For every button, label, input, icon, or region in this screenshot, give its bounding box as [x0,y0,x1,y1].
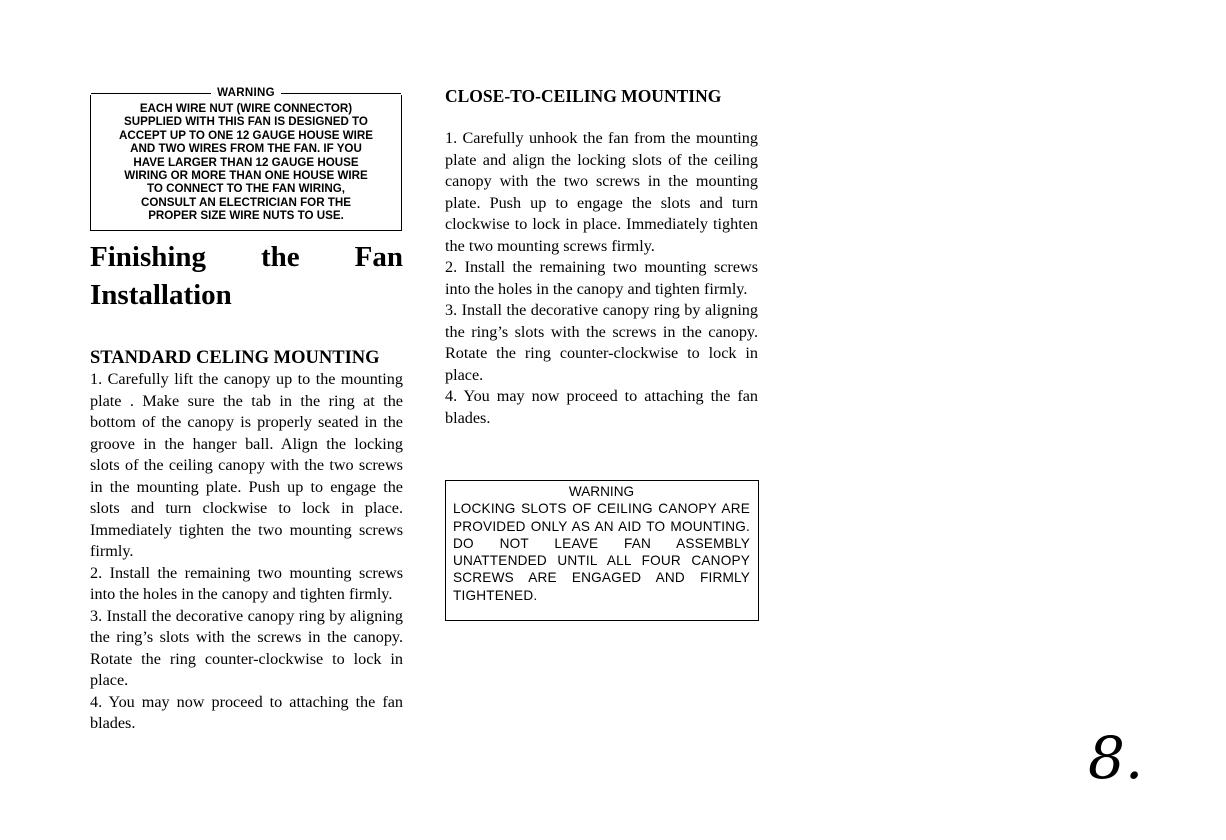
warning-line: HAVE LARGER THAN 12 GAUGE HOUSE [133,155,359,169]
warning-rule-right [281,93,401,94]
locking-slots-warning-text: LOCKING SLOTS OF CEILING CANOPY ARE PROVIDED ONLY AS AN AID TO MOUNTING. DO NOT LEAVE FAN ASSEMBLY UNATTENDED UNTIL ALL FOUR CANOPY SCREWS ARE ENGAGED AND FIRMLY TIGHTENED. [453,501,750,603]
section-title-word: Fan [354,241,403,273]
warning-line: CONSULT AN ELECTRICIAN FOR THE [141,195,351,209]
wire-nut-warning-title: WARNING [217,87,275,99]
section-title-line2: Installation [90,279,232,311]
step-paragraph: 2. Install the remaining two mounting screws into the holes in the canopy and tighten firmly. [445,258,758,298]
warning-rule-left [91,93,211,94]
wire-nut-warning-box [90,87,402,231]
section-title-word: the [261,241,300,273]
page-number: 8. [1088,724,1144,792]
warning-line: ACCEPT UP TO ONE 12 GAUGE HOUSE WIRE [118,128,374,142]
section-title-word: Finishing [90,241,207,273]
step-paragraph: 3. Install the decorative canopy ring by aligning the ring’s slots with the screws in the canopy. Rotate the ring counter-clockwise to lock in place. [445,301,758,384]
right-column [445,86,758,429]
locking-slots-warning-box [445,480,759,621]
warning-line: WIRING OR MORE THAN ONE HOUSE WIRE [124,169,368,183]
step-paragraph: 1. Carefully lift the canopy up to the mounting plate . Make sure the tab in the ring at the bottom of the canopy is properly seated in the groove in the hanger ball. Align the locking slots of the ceiling canopy with the two screws in the mounting plate. Push up to engage the slots and turn clockwise to lock in place. Immediately tighten the two mounting screws firmly. [90,370,403,560]
step-paragraph: 4. You may now proceed to attaching the fan blades. [445,387,758,427]
wire-nut-warning-text [91,102,401,223]
warning-line: EACH WIRE NUT (WIRE CONNECTOR) [139,102,353,115]
section-title [90,238,403,314]
locking-slots-warning-title: WARNING [568,484,635,499]
warning-line: TO CONNECT TO THE FAN WIRING, [147,182,345,196]
warning-line: AND TWO WIRES FROM THE FAN. IF YOU [130,142,362,156]
warning-line: SUPPLIED WITH THIS FAN IS DESIGNED TO [124,115,368,129]
step-paragraph: 3. Install the decorative canopy ring by aligning the ring’s slots with the screws in the canopy. Rotate the ring counter-clockwise to lock in place. [90,606,403,689]
close-mounting-steps [445,128,758,429]
warning-line: PROPER SIZE WIRE NUTS TO USE. [148,209,344,223]
step-paragraph: 1. Carefully unhook the fan from the mounting plate and align the locking slots of the ceiling canopy with the two screws in the mounting plate. Push up to engage the slots and turn clockwise to lock in place. Immediately tighten the two mounting screws firmly. [445,129,758,255]
standard-mounting-heading: STANDARD CELING MOUNTING [90,348,380,368]
step-paragraph: 2. Install the remaining two mounting screws into the holes in the canopy and tighten firmly. [90,563,403,603]
left-column [90,238,403,735]
wire-nut-warning-header [91,87,401,100]
close-mounting-heading: CLOSE-TO-CEILING MOUNTING [445,86,722,106]
step-paragraph: 4. You may now proceed to attaching the fan blades. [90,692,403,732]
standard-mounting-steps [90,369,403,735]
